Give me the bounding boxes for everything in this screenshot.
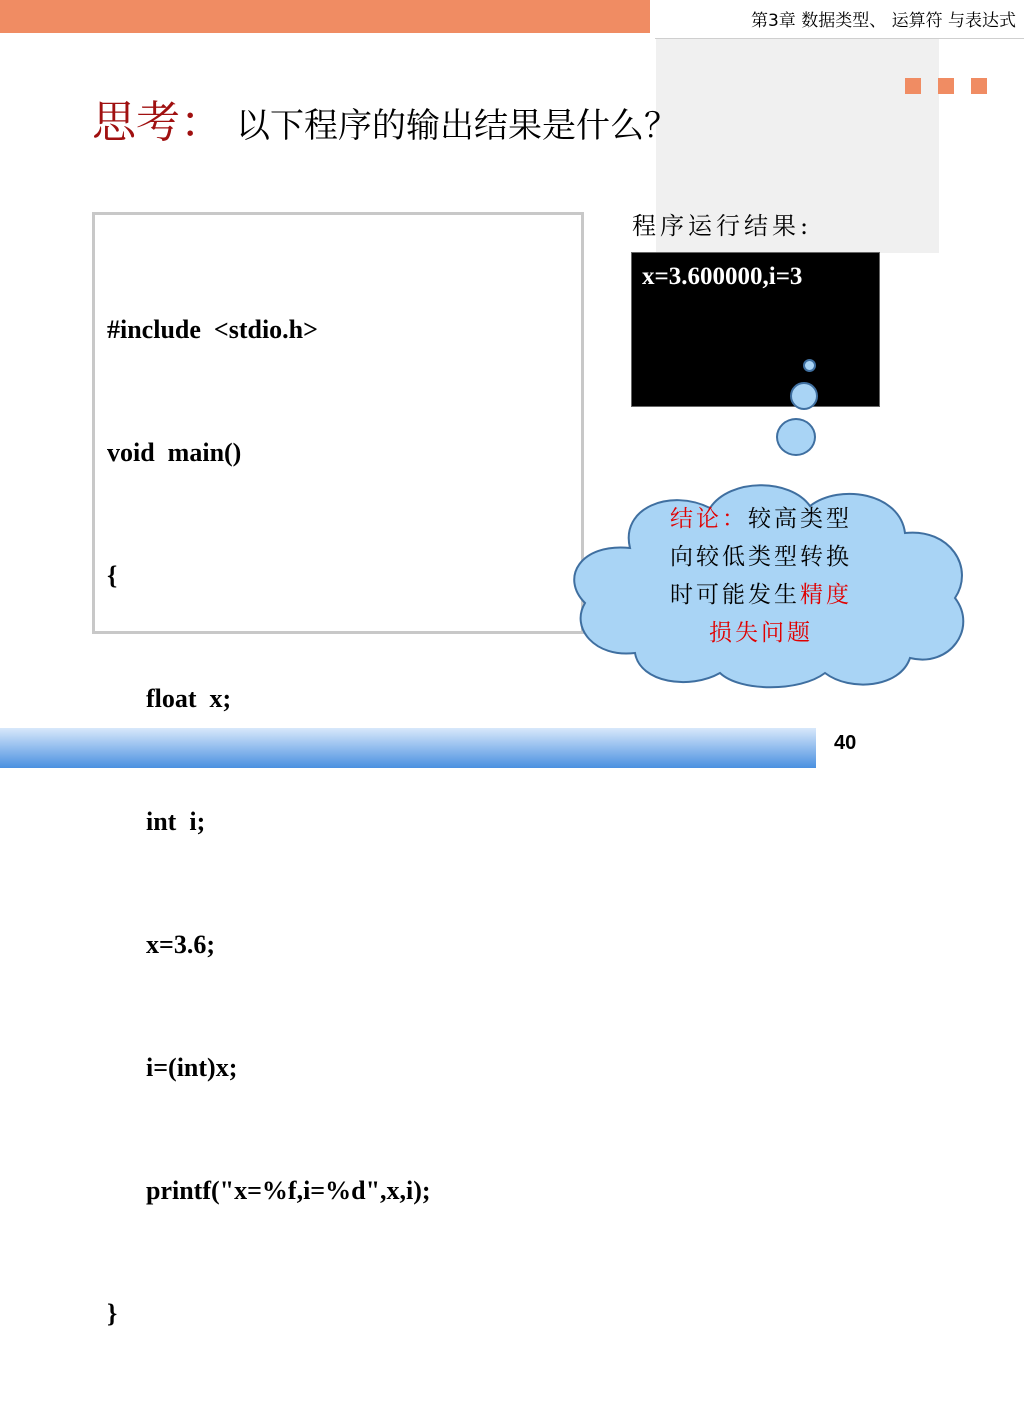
code-lines xyxy=(107,227,431,1416)
conclusion-part1: 较高类型 xyxy=(748,506,852,532)
square-icon xyxy=(971,78,987,94)
code-line: printf("x=%f,i=%d",x,i); xyxy=(107,1176,431,1205)
code-line: #include <stdio.h> xyxy=(107,315,318,344)
page-number: 40 xyxy=(834,732,857,754)
chapter-title: 第3章 数据类型、 运算符 与表达式 xyxy=(750,11,1016,31)
code-line: { xyxy=(107,561,118,590)
code-line: void main() xyxy=(107,438,242,467)
square-icon xyxy=(905,78,921,94)
result-label: 程序运行结果: xyxy=(632,212,813,240)
code-line: i=(int)x; xyxy=(107,1053,238,1082)
conclusion-part2: 向较低类型转换 xyxy=(670,544,852,570)
slide-title xyxy=(92,86,678,150)
chapter-header xyxy=(655,0,1024,39)
thought-bubble-dot-medium xyxy=(790,382,818,410)
code-block xyxy=(92,212,584,1328)
title-prefix: 思考： xyxy=(92,97,224,148)
bottom-gradient-bar xyxy=(0,728,816,768)
thought-bubble-dot-small xyxy=(803,359,816,372)
square-icon xyxy=(938,78,954,94)
top-accent-bar xyxy=(0,0,650,33)
title-question: 以下程序的输出结果是什么？ xyxy=(236,106,678,146)
code-line: } xyxy=(107,1299,118,1328)
terminal-output-window xyxy=(631,252,880,407)
conclusion-highlight2: 损失问题 xyxy=(709,620,813,646)
code-line: int i; xyxy=(107,807,206,836)
conclusion-highlight1: 精度 xyxy=(800,582,852,608)
conclusion-label: 结论： xyxy=(670,506,748,532)
terminal-output: x=3.600000,i=3 xyxy=(642,263,803,290)
code-line: float x; xyxy=(107,684,232,713)
conclusion-text xyxy=(616,500,906,652)
conclusion-part3: 时可能发生 xyxy=(670,582,800,608)
thought-bubble-dot-large xyxy=(776,418,816,456)
decorative-squares xyxy=(905,78,987,94)
code-line: x=3.6; xyxy=(107,930,215,959)
